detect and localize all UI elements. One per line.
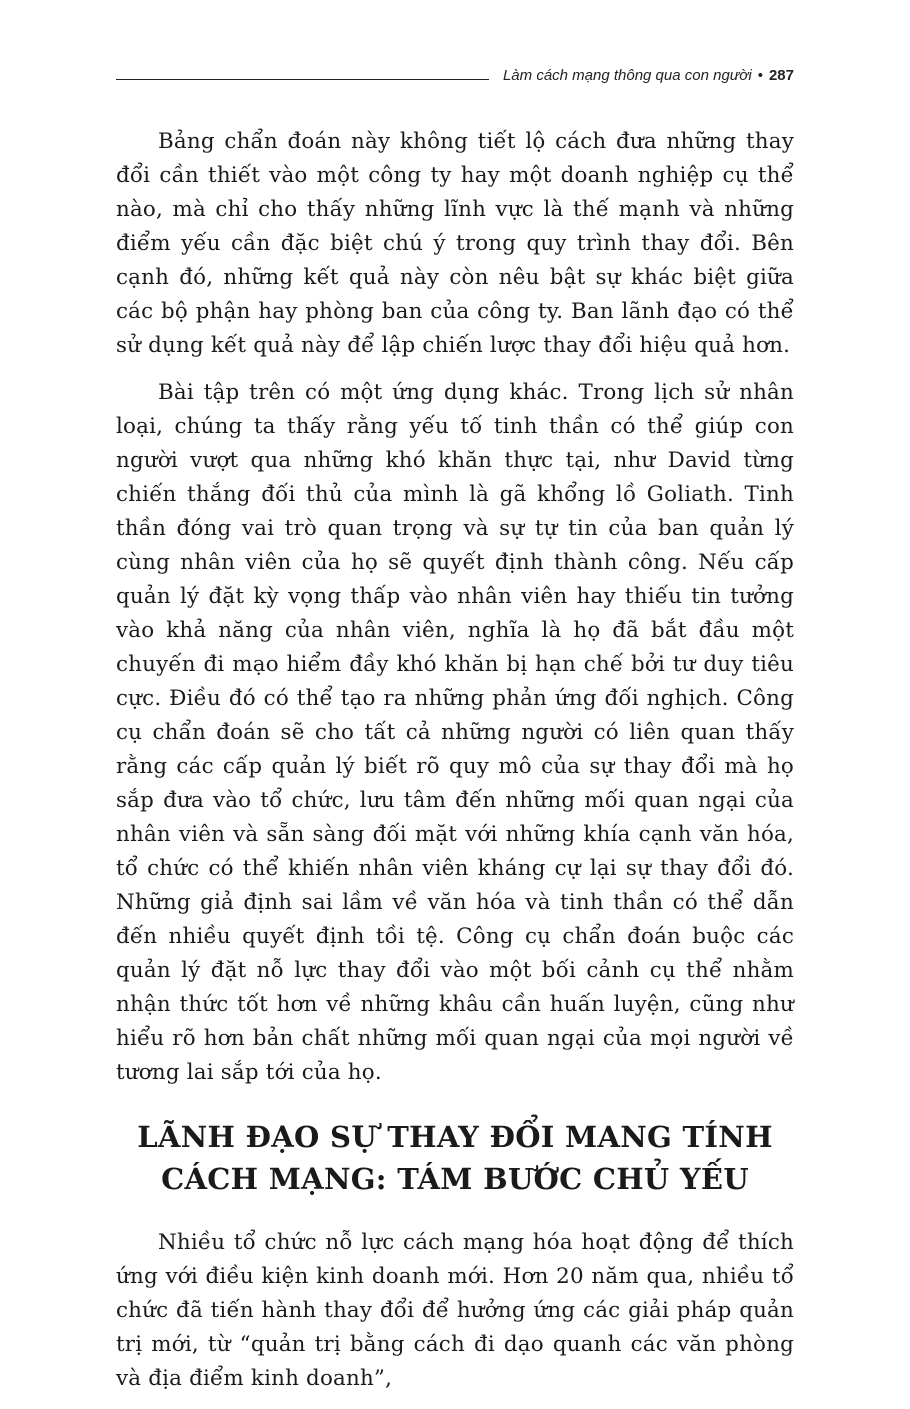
running-header-title: Làm cách mạng thông qua con người bbox=[502, 66, 752, 84]
section-heading-line-2: CÁCH MẠNG: TÁM BƯỚC CHỦ YẾU bbox=[161, 1162, 749, 1196]
running-header bbox=[116, 64, 794, 86]
section-paragraph: Nhiều tổ chức nỗ lực cách mạng hóa hoạt động để thích ứng với điều kiện kinh doanh mới. Hơn 20 năm qua, nhiều tổ chức đã tiến hành thay đổi để hưởng ứng các giải pháp quản trị mới, từ “quản trị bằng cách đi dạo quanh các văn phòng và địa điểm kinh doanh”, bbox=[116, 1230, 794, 1391]
header-rule bbox=[116, 79, 489, 80]
body-paragraph-1: Bảng chẩn đoán này không tiết lộ cách đưa những thay đổi cần thiết vào một công ty hay một doanh nghiệp cụ thể nào, mà chỉ cho thấy những lĩnh vực là thế mạnh và những điểm yếu cần đặc biệt chú ý trong quy trình thay đổi. Bên cạnh đó, những kết quả này còn nêu bật sự khác biệt giữa các bộ phận hay phòng ban của công ty. Ban lãnh đạo có thể sử dụng kết quả này để lập chiến lược thay đổi hiệu quả hơn. bbox=[116, 129, 794, 358]
section-heading bbox=[116, 1116, 794, 1200]
body-paragraph-2: Bài tập trên có một ứng dụng khác. Trong lịch sử nhân loại, chúng ta thấy rằng yếu tố tinh thần có thể giúp con người vượt qua những khó khăn thực tại, như David từng chiến thắng đối thủ của mình là gã khổng lồ Goliath. Tinh thần đóng vai trò quan trọng và sự tự tin của ban quản lý cùng nhân viên của họ sẽ quyết định thành công. Nếu cấp quản lý đặt kỳ vọng thấp vào nhân viên hay thiếu tin tưởng vào khả năng của nhân viên, nghĩa là họ đã bắt đầu một chuyến đi mạo hiểm đầy khó khăn bị hạn chế bởi tư duy tiêu cực. Điều đó có thể tạo ra những phản ứng đối nghịch. Công cụ chẩn đoán sẽ cho tất cả những người có liên quan thấy rằng các cấp quản lý biết rõ quy mô của sự thay đổi mà họ sắp đưa vào tổ chức, lưu tâm đến những mối quan ngại của nhân viên và sẵn sàng đối mặt với những khía cạnh văn hóa, tổ chức có thể khiến nhân viên kháng cự lại sự thay đổi đó. Những giả định sai lầm về văn hóa và tinh thần có thể dẫn đến nhiều quyết định tồi tệ. Công cụ chẩn đoán buộc các quản lý đặt nỗ lực thay đổi vào một bối cảnh cụ thể nhằm nhận thức tốt hơn về những khâu cần huấn luyện, cũng như hiểu rõ hơn bản chất những mối quan ngại của mọi người về tương lai sắp tới của họ. bbox=[116, 380, 794, 1085]
section-heading-line-1: LÃNH ĐẠO SỰ THAY ĐỔI MANG TÍNH bbox=[137, 1120, 773, 1154]
header-bullet: • bbox=[757, 66, 763, 84]
page-number: 287 bbox=[768, 66, 794, 84]
page-body bbox=[116, 125, 794, 1409]
